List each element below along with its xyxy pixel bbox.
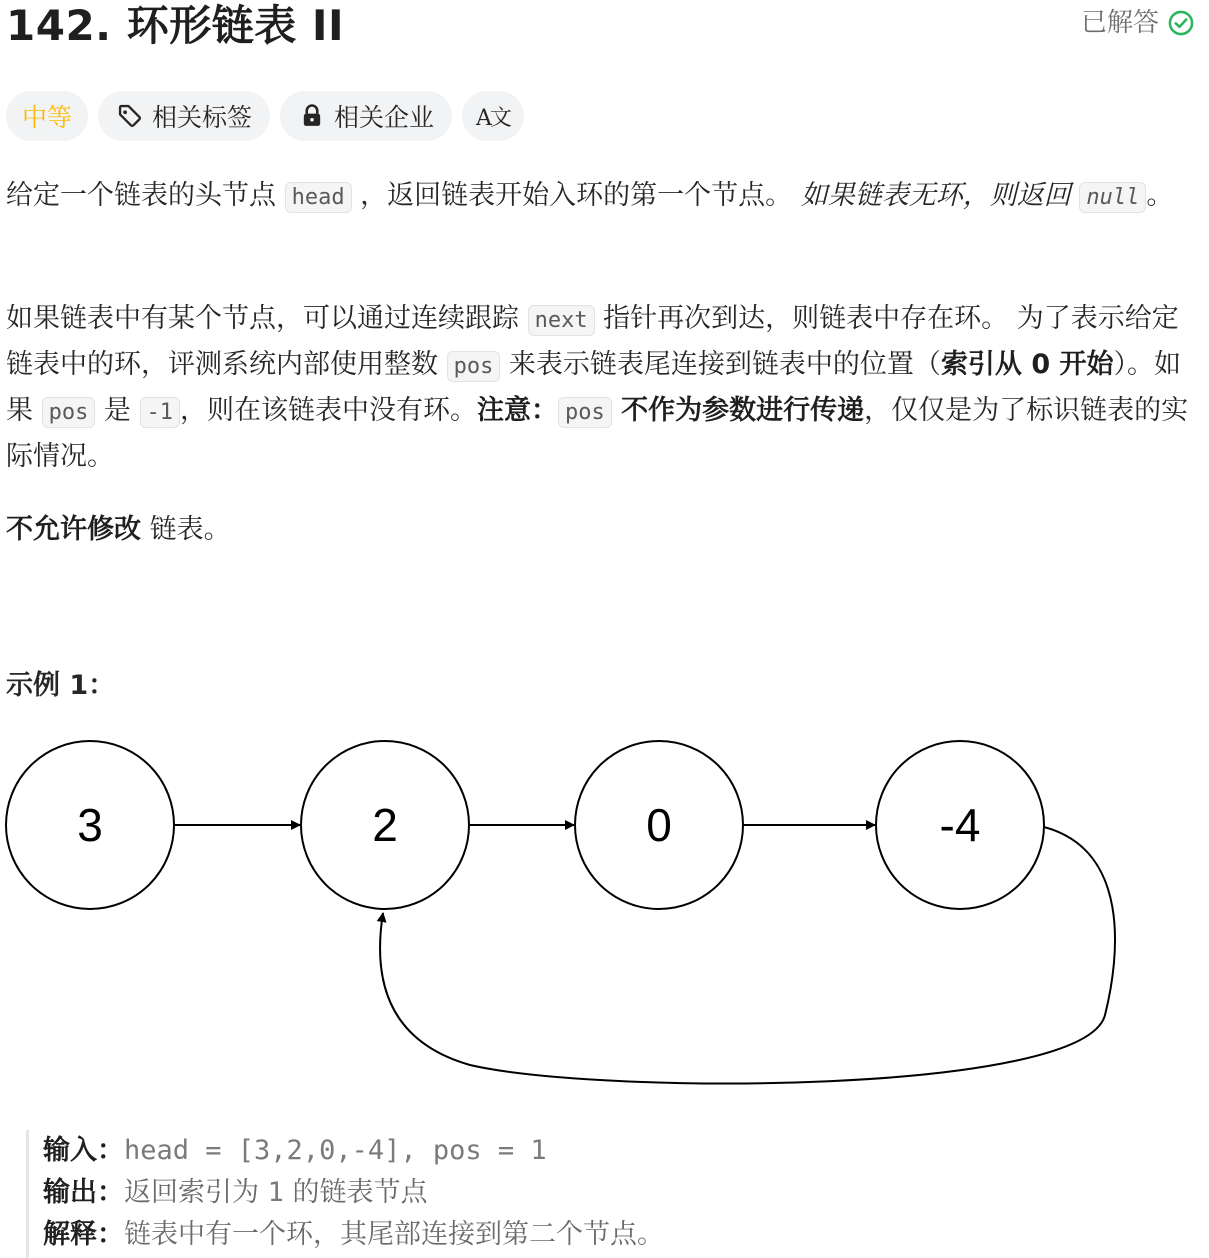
solved-status bbox=[1081, 6, 1195, 40]
difficulty-badge[interactable] bbox=[6, 91, 88, 141]
inline-code-neg1: -1 bbox=[140, 397, 181, 428]
node-value-3: 0 bbox=[646, 799, 672, 851]
solved-label: 已解答 bbox=[1080, 8, 1159, 38]
text-segment: 给定一个链表的头节点 bbox=[6, 180, 285, 211]
output-text: 返回索引为 bbox=[124, 1177, 268, 1208]
description-paragraph-1 bbox=[6, 174, 1202, 220]
text-segment: ，返回链表开始入环的第一个节点。 bbox=[351, 180, 801, 211]
bold-note-label: 注意： bbox=[477, 395, 559, 426]
related-topics-label: 相关标签 bbox=[152, 103, 253, 132]
example-output-line bbox=[43, 1172, 1196, 1214]
output-label: 输出： bbox=[43, 1177, 124, 1208]
example-explanation-line bbox=[43, 1214, 1196, 1256]
description-paragraph-2 bbox=[6, 297, 1202, 479]
inline-code-pos: pos bbox=[42, 397, 96, 428]
text-segment: ，仅仅是为了标识链表的实际情况。 bbox=[6, 395, 1189, 472]
translate-button[interactable] bbox=[462, 91, 524, 141]
text-segment: 指针再次到达，则链表中存在环。 为了表示给定链表中的环，评测系统内部使用整数 bbox=[6, 303, 1179, 380]
translate-icon: A文 bbox=[476, 105, 510, 131]
linked-list-diagram bbox=[0, 735, 1209, 1105]
explanation-label: 解释： bbox=[43, 1219, 124, 1250]
related-topics-button[interactable] bbox=[98, 91, 270, 141]
list-node-1 bbox=[6, 741, 174, 909]
bold-no-modify: 不允许修改 bbox=[6, 514, 141, 545]
related-companies-button[interactable] bbox=[280, 91, 452, 141]
text-segment: 如果链表中有某个节点，可以通过连续跟踪 bbox=[6, 303, 528, 334]
output-text: 的链表节点 bbox=[283, 1177, 428, 1208]
bold-index-note: 索引从 0 开始 bbox=[940, 349, 1114, 380]
output-code: 1 bbox=[267, 1177, 284, 1208]
tag-bar bbox=[6, 91, 524, 141]
problem-title: 142. 环形链表 II bbox=[6, 1, 345, 50]
node-value-1: 3 bbox=[77, 799, 103, 851]
example-io-block bbox=[26, 1130, 1196, 1258]
difficulty-label: 中等 bbox=[22, 103, 73, 132]
lock-icon bbox=[298, 102, 326, 130]
text-segment: 来表示链表尾连接到链表中的位置（ bbox=[500, 349, 941, 380]
example-title: 示例 1： bbox=[6, 670, 116, 701]
inline-code-next: next bbox=[528, 305, 595, 336]
emphasis-no-cycle bbox=[801, 180, 1147, 211]
list-node-4 bbox=[876, 741, 1044, 909]
inline-code-pos: pos bbox=[558, 397, 612, 428]
text-segment: 。 bbox=[1146, 180, 1174, 211]
inline-code-head: head bbox=[285, 182, 352, 213]
inline-code-null: null bbox=[1079, 182, 1146, 213]
list-node-2 bbox=[301, 741, 469, 909]
text-segment: 链表。 bbox=[141, 514, 231, 545]
node-value-2: 2 bbox=[372, 799, 398, 851]
list-node-3 bbox=[575, 741, 743, 909]
text-segment: ，则在该链表中没有环。 bbox=[180, 395, 478, 426]
related-companies-label: 相关企业 bbox=[334, 103, 435, 132]
input-label: 输入： bbox=[43, 1135, 124, 1166]
inline-code-pos: pos bbox=[447, 351, 501, 382]
node-value-4: -4 bbox=[939, 799, 981, 851]
example-input-line bbox=[43, 1130, 1196, 1172]
description-paragraph-3 bbox=[6, 508, 1202, 552]
explanation-text: 链表中有一个环，其尾部连接到第二个节点。 bbox=[124, 1219, 664, 1250]
text-segment: 是 bbox=[95, 395, 140, 426]
text-segment: ）。如果 bbox=[6, 349, 1182, 426]
check-circle-icon bbox=[1167, 9, 1195, 37]
input-value: head = [3,2,0,-4], pos = 1 bbox=[124, 1135, 547, 1166]
text-segment: 如果链表无环，则返回 bbox=[800, 180, 1080, 211]
bold-not-param: 不作为参数进行传递 bbox=[611, 395, 865, 426]
tag-icon bbox=[116, 102, 144, 130]
